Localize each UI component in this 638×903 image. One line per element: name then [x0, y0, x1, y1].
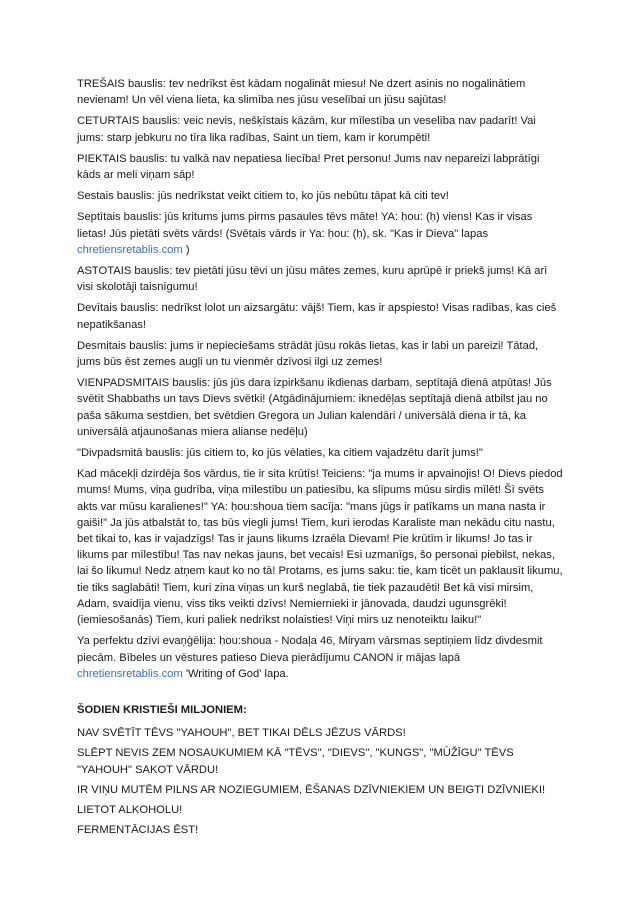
statement-line: NAV SVĒTĪT TĒVS "YAHOUH", BET TIKAI DĒLS JĒZUS VĀRDS! — [77, 727, 406, 740]
statement-line: SLĒPT NEVIS ZEM NOSAUKUMIEM KĀ "TĒVS", "DIEVS", "KUNGS", "MŪŽĪGU" TĒVS "YAHOUH" SAKOT VĀRDU! — [77, 747, 514, 776]
paragraph-tail: 'Writing of God' lapa. — [185, 667, 289, 680]
site-link[interactable]: chretiensretablis.com — [77, 243, 186, 256]
statement-line: IR VIŅU MUTĒM PILNS AR NOZIEGUMIEM, ĒŠANAS DZĪVNIEKIEM UN BEIGTI DZĪVNIEKI! — [77, 783, 546, 796]
paragraph-text: Ya perfektu dzīvi evaņģēlija: ḥou:shoua - Nodaļa 46, Miryam vārsmas septiņiem līdz divdesmit piecām. Bībeles un vēstures patieso Dieva pierādījumu CANON ir mājas lapā — [77, 635, 543, 664]
paragraph-fifth-commandment: PIEKTAIS bauslis: tu valkā nav nepatiesa liecība! Pret personu! Jums nav nepareizi labprātīgi kāds ar meli viņam sāp! — [77, 152, 540, 182]
paragraph-sixth-commandment: Sestais bauslis: jūs nedrīkstat veikt citiem to, ko jūs nebūtu tāpat kā citi tev! — [77, 190, 449, 203]
paragraph-twelfth-commandment: "Divpadsmitā bauslis: jūs citiem to, ko jūs vēlaties, ka citiem vajadzētu darīt jums!" — [77, 447, 483, 460]
document-page — [77, 76, 563, 842]
statement-line: FERMENTĀCIJAS ĒST! — [77, 824, 199, 837]
paragraph-eighth-commandment: ASTOTAIS bauslis: tev pietāti jūsu tēvi un jūsu mātes zemes, kuru aprūpē ir priekš jums! Kā arī visi skolotāji taisnīgumu! — [77, 265, 548, 294]
paragraph-eleventh-commandment: VIENPADSMITAIS bauslis: jūs jūs dara izpirkšanu ikdienas darbam, septītajā dienā atpūtas! Jūs svētīt Shabbaths un tavs Dievs svētki! (Atgādinājumiem: iknedēļas septītajā dienā atbilst jau no paša sākuma sestdien, bet svētdien Gregora un Julian kalendāri / universālā diena ir tā, ka universālā atjaunošanas miera alianse nedēļu) — [77, 377, 552, 438]
paragraph-fourth-commandment: CETURTAIS bauslis: veic nevis, nešķīstais kāzām, kur mīlestība un veselība nav padarīt! Vai jums: starp jebkuru no tīra lika radības, Saint un tiem, kam ir korumpēti! — [77, 115, 536, 144]
paragraph-disciples: Kad mācekļi dzirdēja šos vārdus, tie ir sita krūtīs! Teiciens: "ja mums ir apvainojis! O! Dievs piedod mums! Mums, viņa gudrība, viņa mīlestību un patiesību, ka slīpums mūsu sirdis mīlēt! Šī svēts akts var mūsu karalienes!" YA: ḥou:shoua tiem sacīja: "mans jūgs ir patīkams un mana nasta ir gaiši!" Ja jūs atbalstāt to, tas būs viegli jums! Tiem, kuri ierodas Karaliste man nekādu citu nastu, bet tikai to, kas ir vajadzīgs! Tas ir jauns likums Izraēla Dievam! Pie krūtīm ir likums! Jo tas ir likums par mīlestību! Tas nav nekas jauns, bet vecais! Esi uzmanīgs, šo personai piebilst, nekas, lai šo likumu! Nedz atņem kaut ko no tā! Protams, es jums saku: tie, kam ticēt un paklausīt likumu, tie tiks saglabāti! Tiem, kuri zina viņas un kurš neglabā, tie tiek pazaudēti! Bet kā visi mirsim, Adam, svaidīja vienu, viss tiks veikti dzīvs! Nemiernieki ir jānovada, daudzi ugunsgrēki! (iemiesošanās) Tiem, kuri paliek nedrīkst nolaisties! Viņi mirs uz nenoteiktu laiku!" — [77, 468, 563, 627]
section-heading: ŠODIEN KRISTIEŠI MILJONIEM: — [77, 703, 247, 716]
paragraph-third-commandment: TREŠAIS bauslis: tev nedrīkst ēst kādam nogalināt miesu! Ne dzert asinis no nogalinātiem nevienam! Un vēl viena lieta, ka slimība nes jūsu veselībai un jūsu sajūtas! — [77, 78, 526, 107]
paragraph-source — [77, 633, 563, 682]
paragraph-seventh-commandment — [77, 209, 563, 258]
site-link[interactable]: chretiensretablis.com — [77, 667, 186, 680]
statement-line: LIETOT ALKOHOLU! — [77, 803, 183, 816]
paragraph-tenth-commandment: Desmitais bauslis: jums ir nepieciešams strādāt jūsu rokās lietas, kas ir labi un pareizi! Tātad, jums būs ēst zemes augļi un tu vienmēr dzīvosi ilgi uz zemes! — [77, 339, 539, 369]
paragraph-tail: ) — [185, 243, 190, 256]
paragraph-ninth-commandment: Devītais bauslis: nedrīkst lolot un aizsargātu: vājš! Tiem, kas ir apspiesto! Visas radības, kas cieš nepatikšanas! — [77, 302, 557, 331]
paragraph-text: Septītais bauslis: jūs kritums jums pirms pasaules tēvs māte! YA: ḥou: (ḥ) viens! Kas ir visas lietas! Jūs pietāti svēts vārds! (Svētais vārds ir Ya: ḥou: (ḥ), sk. "Kas ir Dieva" lapas — [77, 211, 533, 240]
